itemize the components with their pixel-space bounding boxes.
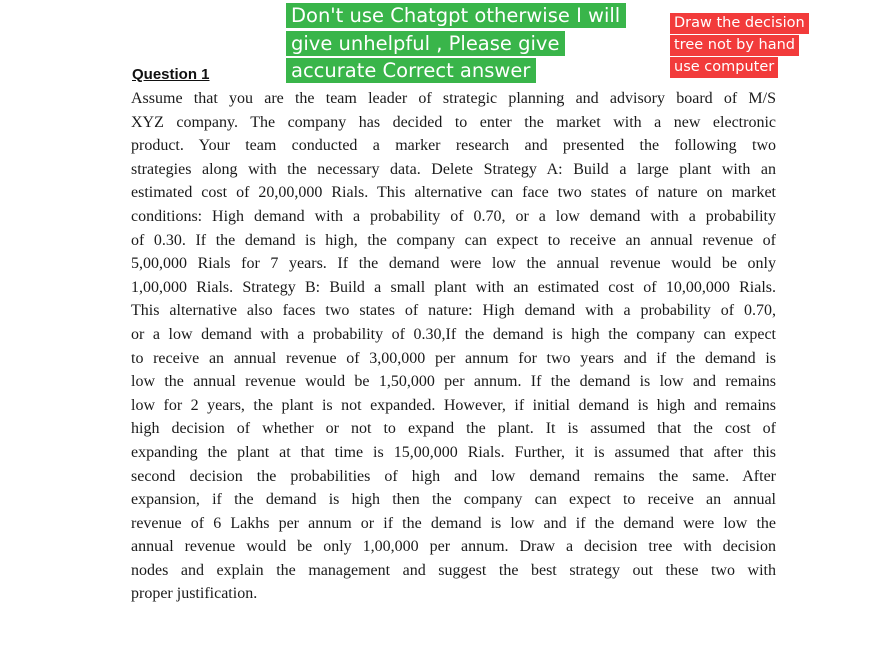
red-note-line: tree not by hand: [670, 35, 799, 56]
red-note-line: use computer: [670, 57, 778, 78]
question-line: low the annual revenue would be 1,50,000 per annum. If the demand is low and remains: [131, 373, 776, 391]
question-line: expanding the plant at that time is 15,00,000 Rials. Further, it is assumed that after this: [131, 443, 776, 461]
question-line: estimated cost of 20,00,000 Rials. This alternative can face two states of nature on market: [131, 184, 776, 202]
question-line: XYZ company. The company has decided to enter the market with a new electronic: [131, 113, 776, 131]
question-line: expansion, if the demand is high then the company can expect to receive an annual: [131, 491, 776, 509]
question-line: of 0.30. If the demand is high, the company can expect to receive an annual revenue of: [131, 231, 776, 249]
question-line: annual revenue would be only 1,00,000 per annum. Draw a decision tree with decision: [131, 538, 776, 556]
green-note-line: give unhelpful , Please give: [286, 31, 565, 56]
question-line: to receive an annual revenue of 3,00,000 per annum for two years and if the demand is: [131, 349, 776, 367]
question-line: proper justification.: [131, 585, 258, 603]
question-line: revenue of 6 Lakhs per annum or if the demand is low and if the demand were low the: [131, 514, 776, 532]
green-note-line: accurate Correct answer: [286, 58, 536, 83]
question-line: This alternative also faces two states of nature: High demand with a probability of 0.70,: [131, 302, 776, 320]
question-line: low for 2 years, the plant is not expanded. However, if initial demand is high and remains: [131, 396, 776, 414]
question-title: Question 1: [132, 66, 210, 83]
question-line: second decision the probabilities of high and low demand remains the same. After: [131, 467, 776, 485]
question-line: product. Your team conducted a marker research and presented the following two: [131, 137, 776, 155]
question-line: or a low demand with a probability of 0.30,If the demand is high the company can expect: [131, 325, 776, 343]
question-line: Assume that you are the team leader of strategic planning and advisory board of M/S: [131, 90, 776, 107]
question-line: nodes and explain the management and suggest the best strategy out these two with: [131, 561, 776, 579]
question-body: [131, 87, 776, 606]
question-line: 1,00,000 Rials. Strategy B: Build a small plant with an estimated cost of 10,00,000 Rials.: [131, 278, 776, 296]
green-note-line: Don't use Chatgpt otherwise I will: [286, 3, 626, 28]
red-note-line: Draw the decision: [670, 13, 809, 34]
question-line: conditions: High demand with a probability of 0.70, or a low demand with a probability: [131, 207, 776, 225]
question-line: 5,00,000 Rials for 7 years. If the demand were low the annual revenue would be only: [131, 255, 776, 273]
question-line: high decision of whether or not to expand the plant. It is assumed that the cost of: [131, 420, 776, 438]
question-line: strategies along with the necessary data. Delete Strategy A: Build a large plant with an: [131, 160, 776, 178]
